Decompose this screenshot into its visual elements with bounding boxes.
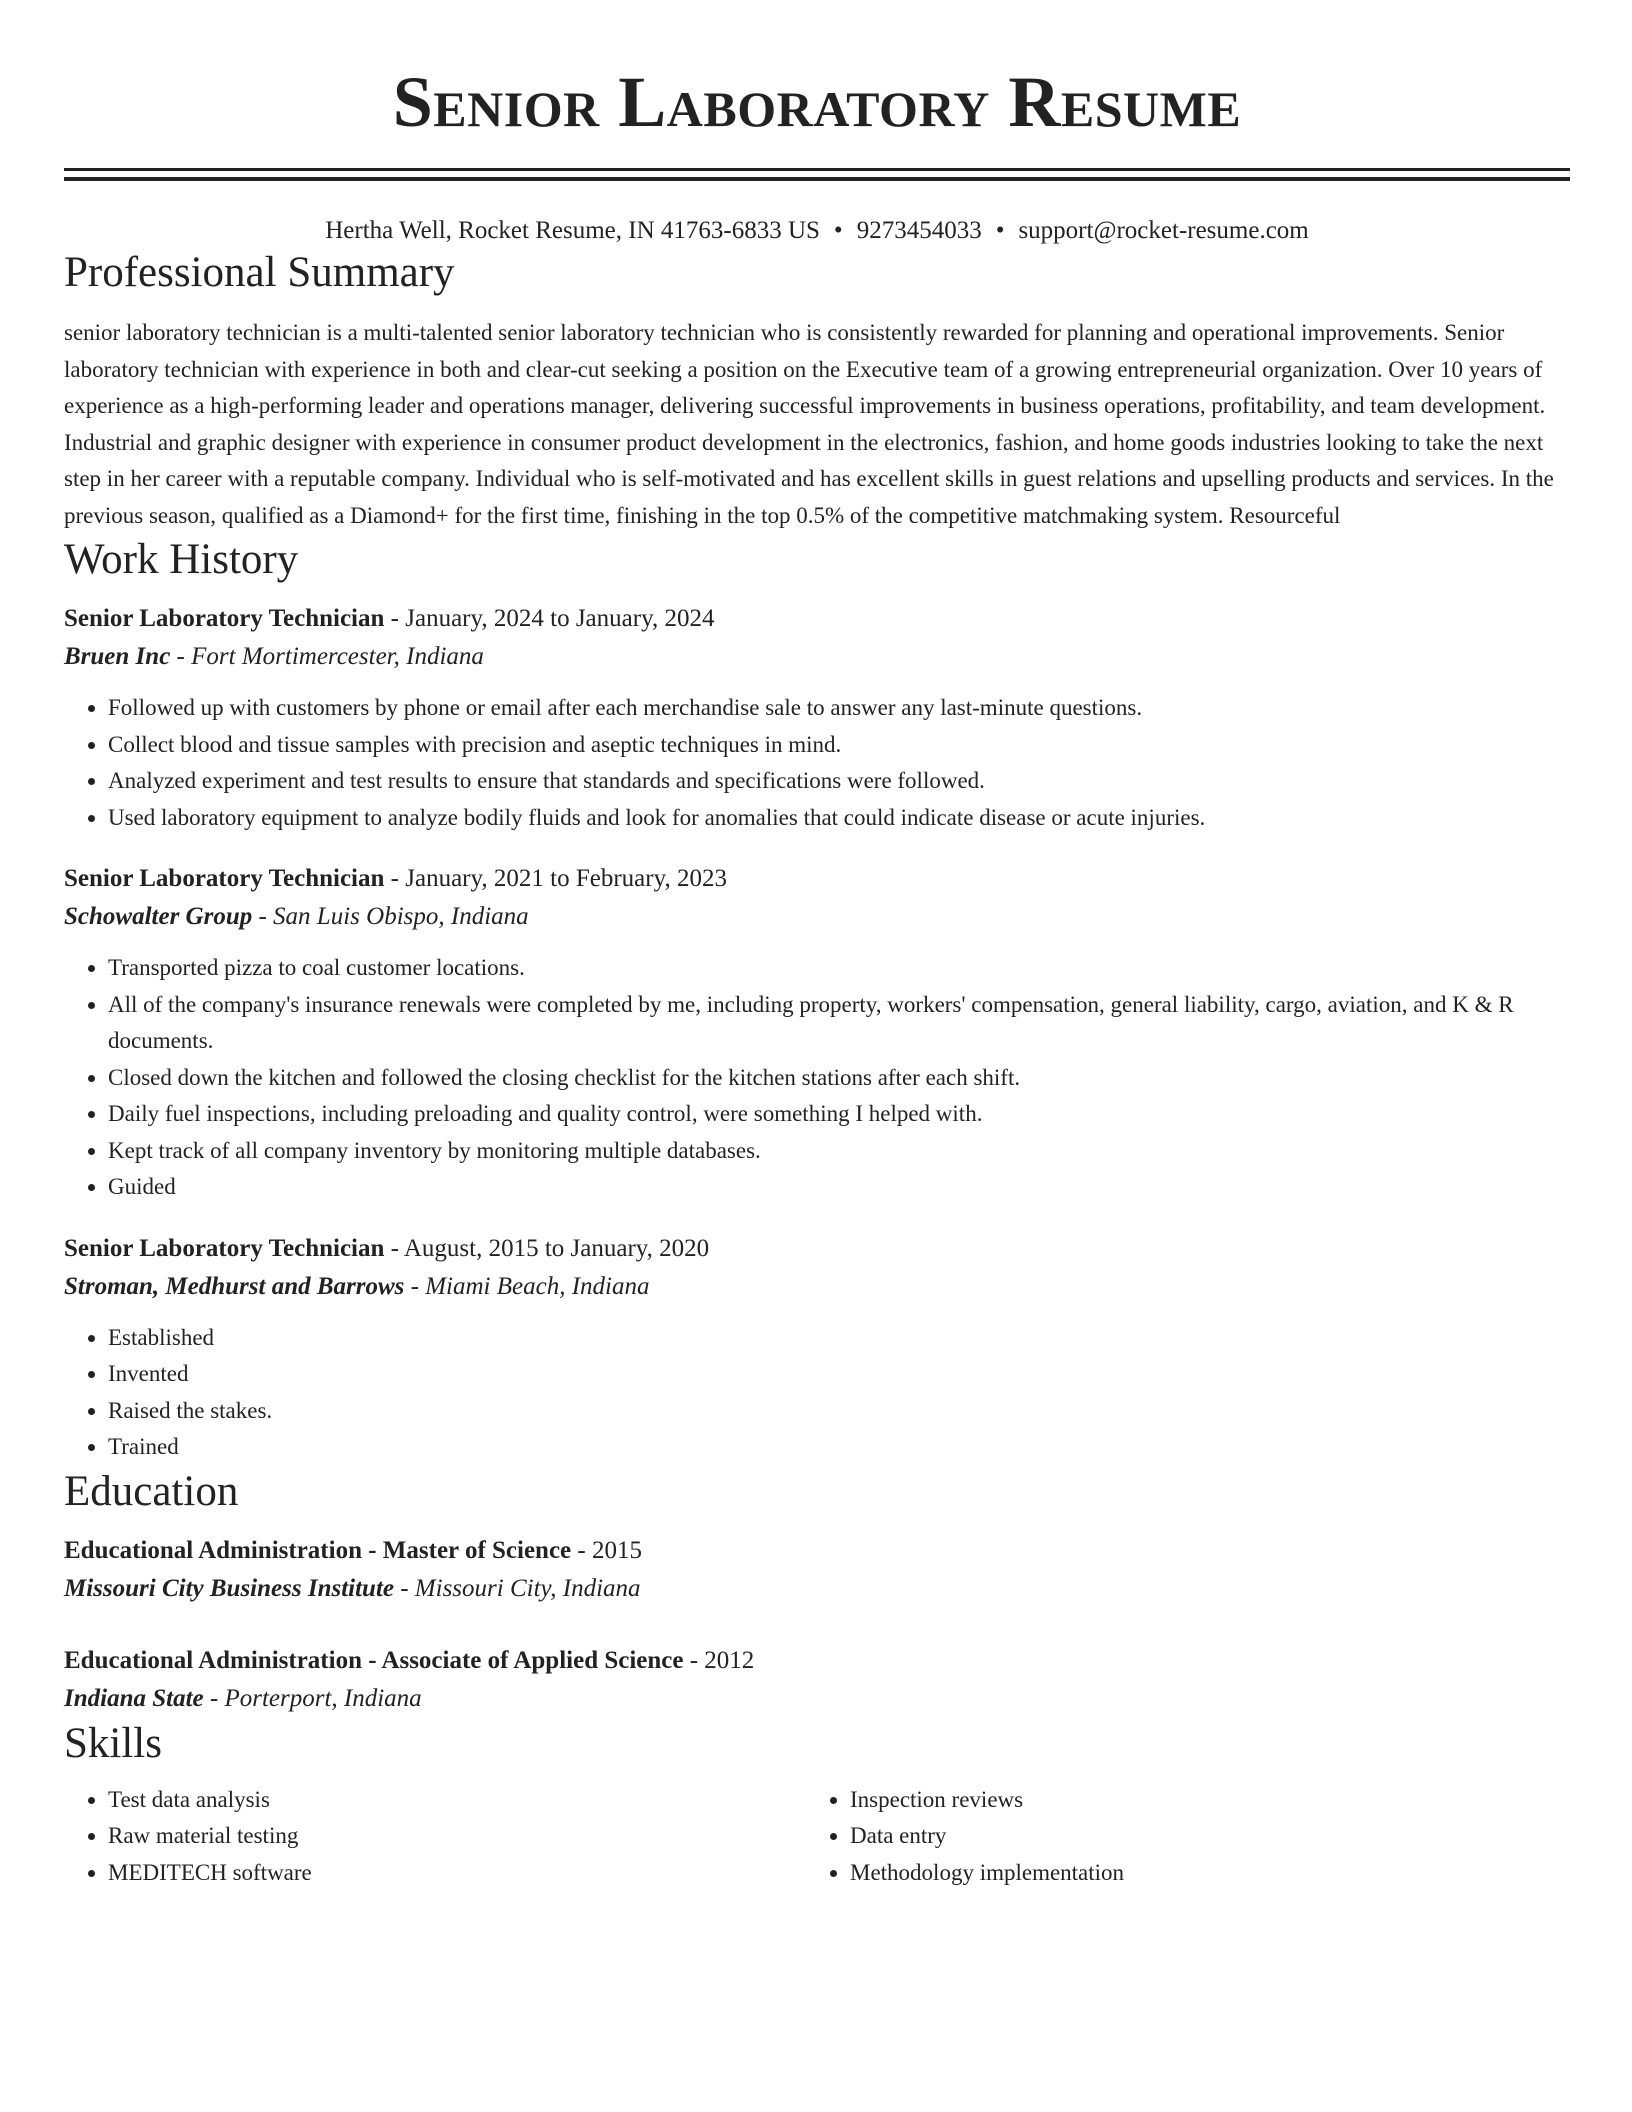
job-title: Senior Laboratory Technician [64, 1234, 385, 1262]
contact-separator: • [995, 217, 1005, 244]
job-duty: • All of the company's insurance renewals were completed by me, including property, workers' compensation, general liability, cargo, aviation, and K & R documents. [108, 987, 1570, 1060]
contact-separator: • [833, 217, 843, 244]
skill-item: • MEDITECH software [108, 1855, 806, 1892]
job-duty: • Used laboratory equipment to analyze bodily fluids and look for anomalies that could indicate disease or acute injuries. [108, 800, 1570, 837]
contact-line [64, 215, 1570, 247]
job-title: Senior Laboratory Technician [64, 605, 385, 632]
job-entry [64, 600, 1570, 836]
job-duties [64, 950, 1570, 1206]
job-duties [64, 1320, 1570, 1466]
education-location: - Missouri City, Indiana [393, 1574, 641, 1602]
skills-column-right [806, 1782, 1548, 1892]
job-duty: • Daily fuel inspections, including preloading and quality control, were something I helped with. [108, 1096, 1570, 1133]
education-header [64, 1642, 1570, 1680]
education-school-line [64, 1570, 1570, 1608]
education-header [64, 1532, 1570, 1570]
resume-title: Senior Laboratory Resume [392, 62, 1242, 142]
job-dates: - January, 2021 to February, 2023 [384, 865, 727, 892]
education-school-line [64, 1680, 1570, 1718]
education-degree: Educational Administration - Associate of Applied Science [64, 1646, 684, 1674]
education-year: - 2012 [683, 1646, 755, 1674]
job-header [64, 600, 1570, 638]
summary-text: senior laboratory technician is a multi-talented senior laboratory technician who is consistently rewarded for planning and operational improvements. Senior laboratory technician with experience in both and clear-cut seeking a position on the Executive team of a growing entrepreneurial organization. Over 10 years of experience as a high-performing leader and operations manager, delivering successful improvements in business operations, profitability, and team development. Industrial and graphic designer with experience in consumer product development in the electronics, fashion, and home goods industries looking to take the next step in her career with a reputable company. Individual who is self-motivated and has excellent skills in guest relations and upselling products and services. In the previous season, qualified as a Diamond+ for the first time, finishing in the top 0.5% of the competitive matchmaking system. Resourceful [64, 320, 1554, 528]
contact-email: support@rocket-resume.com [1018, 217, 1309, 244]
education-school: Indiana State [64, 1684, 204, 1712]
job-dates: - January, 2024 to January, 2024 [384, 605, 715, 632]
resume-page [64, 0, 1570, 1891]
job-location: - Miami Beach, Indiana [404, 1272, 650, 1300]
education-year: - 2015 [571, 1536, 642, 1564]
job-header [64, 1230, 1570, 1268]
skills-column-left [64, 1782, 806, 1892]
work-history-heading: Work History [64, 536, 299, 583]
education-location: - Porterport, Indiana [203, 1684, 422, 1712]
skill-item: • Methodology implementation [850, 1855, 1548, 1892]
job-duty: • Guided [108, 1169, 1570, 1206]
skills-heading: Skills [64, 1719, 162, 1767]
skill-item: • Test data analysis [108, 1782, 806, 1819]
skill-item: • Inspection reviews [850, 1782, 1548, 1819]
summary-heading: Professional Summary [64, 249, 455, 296]
job-company-line [64, 1268, 1570, 1306]
job-company: Bruen Inc [64, 643, 171, 670]
skill-item: • Data entry [850, 1818, 1548, 1855]
job-location: - Fort Mortimercester, Indiana [170, 643, 484, 670]
job-duty: • Kept track of all company inventory by monitoring multiple databases. [108, 1133, 1570, 1170]
job-duty: • Raised the stakes. [108, 1393, 1570, 1430]
education-heading: Education [64, 1467, 239, 1515]
job-company: Schowalter Group [64, 903, 253, 930]
title-rule-bottom [64, 177, 1570, 181]
job-entry [64, 860, 1570, 1206]
job-duty: • Transported pizza to coal customer locations. [108, 950, 1570, 987]
job-duties [64, 690, 1570, 836]
job-duty: • Collect blood and tissue samples with precision and aseptic techniques in mind. [108, 727, 1570, 764]
education-school: Missouri City Business Institute [64, 1574, 394, 1602]
job-duty: • Followed up with customers by phone or email after each merchandise sale to answer any last-minute questions. [108, 690, 1570, 727]
title-rule-top [64, 168, 1570, 171]
education-degree: Educational Administration - Master of Science [64, 1536, 572, 1564]
contact-address: Hertha Well, Rocket Resume, IN 41763-6833 US [325, 217, 820, 244]
job-company-line [64, 638, 1570, 676]
job-duty: • Invented [108, 1356, 1570, 1393]
education-entry [64, 1532, 1570, 1608]
job-duty: • Trained [108, 1429, 1570, 1466]
education-entry [64, 1642, 1570, 1718]
skill-item: • Raw material testing [108, 1818, 806, 1855]
job-dates: - August, 2015 to January, 2020 [384, 1234, 710, 1262]
job-header [64, 860, 1570, 898]
job-company-line [64, 898, 1570, 936]
job-company: Stroman, Medhurst and Barrows [64, 1272, 405, 1300]
job-duty: • Closed down the kitchen and followed the closing checklist for the kitchen stations after each shift. [108, 1060, 1570, 1097]
job-duty: • Analyzed experiment and test results to ensure that standards and specifications were followed. [108, 763, 1570, 800]
skills-grid [64, 1782, 1570, 1892]
contact-phone: 9273454033 [856, 217, 982, 244]
job-title: Senior Laboratory Technician [64, 865, 385, 892]
job-duty: • Established [108, 1320, 1570, 1357]
job-entry [64, 1230, 1570, 1466]
job-location: - San Luis Obispo, Indiana [252, 903, 529, 930]
